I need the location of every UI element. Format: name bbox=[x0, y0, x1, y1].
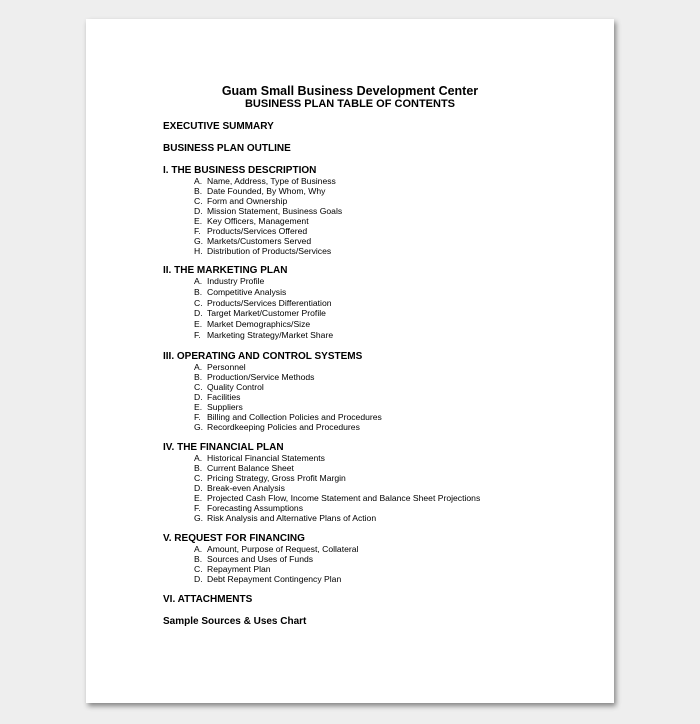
list-item: F. Forecasting Assumptions bbox=[194, 503, 304, 513]
section-items bbox=[194, 362, 382, 432]
section-heading: V. REQUEST FOR FINANCING bbox=[163, 533, 305, 544]
list-item: G. Risk Analysis and Alternative Plans of Action bbox=[194, 513, 377, 523]
list-item: C. Pricing Strategy, Gross Profit Margin bbox=[194, 473, 346, 483]
list-item: E. Suppliers bbox=[194, 402, 243, 412]
section-items bbox=[194, 176, 342, 256]
list-item: B. Date Founded, By Whom, Why bbox=[194, 186, 326, 196]
section-heading: I. THE BUSINESS DESCRIPTION bbox=[163, 165, 317, 176]
list-item: A. Amount, Purpose of Request, Collateral bbox=[194, 544, 359, 554]
section-heading: IV. THE FINANCIAL PLAN bbox=[163, 442, 284, 453]
list-item: G. Recordkeeping Policies and Procedures bbox=[194, 422, 360, 432]
list-item: F. Marketing Strategy/Market Share bbox=[194, 329, 334, 340]
list-item: E. Market Demographics/Size bbox=[194, 319, 311, 330]
section-items bbox=[194, 276, 333, 341]
list-item: H. Distribution of Products/Services bbox=[194, 246, 332, 256]
list-item: A. Name, Address, Type of Business bbox=[194, 176, 336, 186]
executive-summary-heading: EXECUTIVE SUMMARY bbox=[163, 121, 274, 132]
list-item: D. Facilities bbox=[194, 392, 241, 402]
list-item: G. Markets/Customers Served bbox=[194, 236, 312, 246]
sample-chart-heading: Sample Sources & Uses Chart bbox=[163, 616, 307, 627]
list-item: A. Historical Financial Statements bbox=[194, 453, 325, 463]
list-item: C. Products/Services Differentiation bbox=[194, 297, 332, 308]
section-items bbox=[194, 453, 480, 523]
list-item: A. Industry Profile bbox=[194, 276, 265, 286]
section-items bbox=[194, 544, 358, 584]
list-item: D. Mission Statement, Business Goals bbox=[194, 206, 343, 216]
section-heading: II. THE MARKETING PLAN bbox=[163, 265, 288, 276]
business-plan-outline-heading: BUSINESS PLAN OUTLINE bbox=[163, 143, 291, 154]
list-item: C. Repayment Plan bbox=[194, 564, 271, 574]
list-item: B. Competitive Analysis bbox=[194, 286, 287, 297]
list-item: E. Projected Cash Flow, Income Statement and Balance Sheet Projections bbox=[194, 493, 481, 503]
list-item: C. Quality Control bbox=[194, 382, 264, 392]
section-heading: III. OPERATING AND CONTROL SYSTEMS bbox=[163, 351, 363, 362]
list-item: E. Key Officers, Management bbox=[194, 216, 309, 226]
list-item: B. Production/Service Methods bbox=[194, 372, 315, 382]
list-item: A. Personnel bbox=[194, 362, 246, 372]
list-item: D. Debt Repayment Contingency Plan bbox=[194, 574, 342, 584]
list-item: D. Break-even Analysis bbox=[194, 483, 285, 493]
document-title: Guam Small Business Development Center bbox=[221, 84, 479, 98]
list-item: D. Target Market/Customer Profile bbox=[194, 308, 326, 319]
list-item: B. Sources and Uses of Funds bbox=[194, 554, 314, 564]
list-item: F. Products/Services Offered bbox=[194, 226, 308, 236]
document-subtitle: BUSINESS PLAN TABLE OF CONTENTS bbox=[244, 98, 456, 110]
list-item: C. Form and Ownership bbox=[194, 196, 288, 206]
list-item: B. Current Balance Sheet bbox=[194, 463, 294, 473]
attachments-heading: VI. ATTACHMENTS bbox=[163, 594, 253, 605]
list-item: F. Billing and Collection Policies and Procedures bbox=[194, 412, 382, 422]
document-page bbox=[86, 19, 614, 703]
